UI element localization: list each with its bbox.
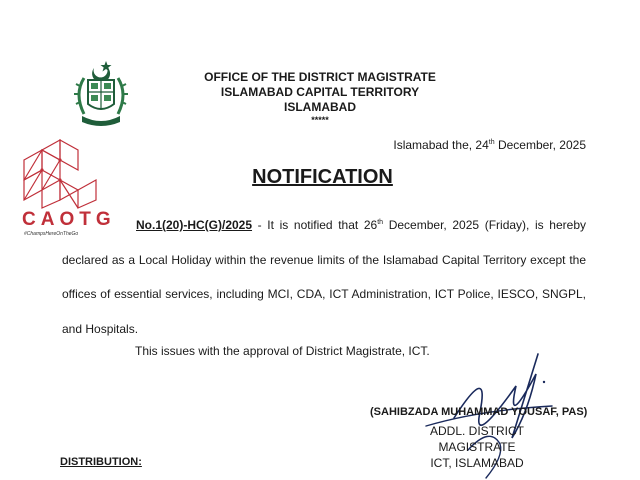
notification-body [62,208,586,346]
header-stars: ***** [311,115,329,125]
signatory-name: (SAHIBZADA MUHAMMAD YOUSAF, PAS) [370,406,588,418]
signatory-office: ICT, ISLAMABAD [430,456,524,470]
dateline [393,138,586,152]
reference-number: No.1(20)-HC(G)/2025 [136,218,253,232]
dateline-prefix: Islamabad the, 24 [393,138,489,152]
dateline-rest: December, 2025 [494,138,586,152]
header-line-city: ISLAMABAD [284,100,356,114]
distribution-heading: DISTRIBUTION: [60,456,142,468]
notification-title: NOTIFICATION [252,166,393,188]
caotg-wordmark: CAOTG [22,209,116,230]
body-superscript: th [377,219,384,226]
header-line-office: OFFICE OF THE DISTRICT MAGISTRATE [204,70,436,84]
body-part-2: December, 2025 (Friday), is hereby declared as a Local Holiday within the revenue limits of the Islamabad Capital Territory except the offices of essential services, including MCI, CDA, ICT Administration, ICT Police, IESCO, SNGPL, and Hospitals. [62,218,586,336]
caotg-tagline: #ChampsHereOnTheGo [24,231,79,237]
office-header [170,70,470,125]
state-emblem-icon [70,58,132,128]
signatory-block [392,423,562,471]
header-line-territory: ISLAMABAD CAPITAL TERRITORY [220,85,420,99]
signatory-designation: ADDL. DISTRICT MAGISTRATE [429,424,524,454]
dateline-suffix: th [488,139,495,146]
body-part-1: - It is notified that 26 [252,218,378,232]
approval-line: This issues with the approval of District Magistrate, ICT. [135,344,430,358]
